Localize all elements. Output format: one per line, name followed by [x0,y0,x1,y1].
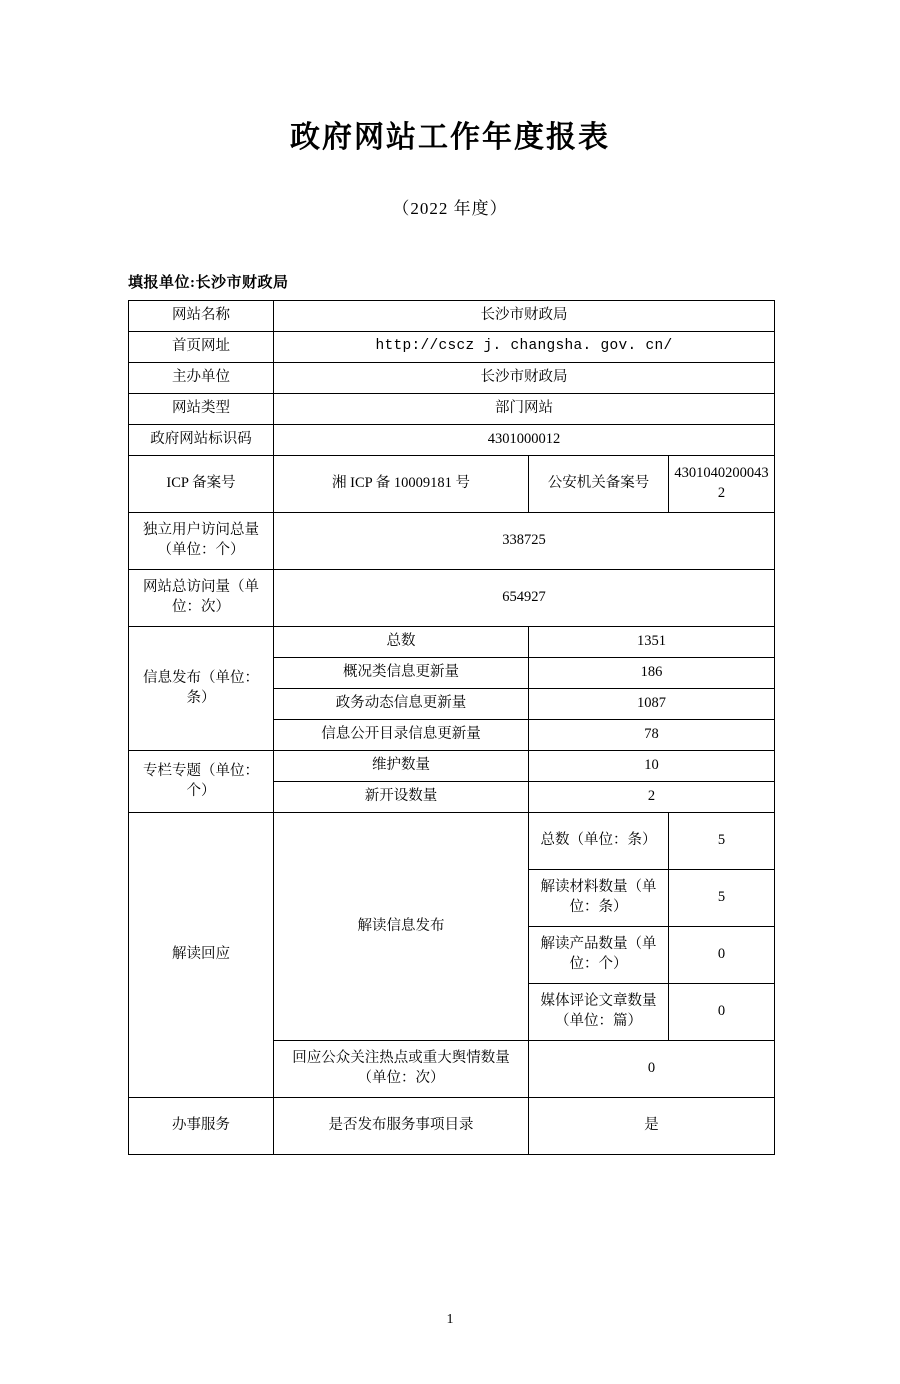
response-hotspot-label: 回应公众关注热点或重大舆情数量（单位：次） [274,1041,529,1098]
table-row [129,332,775,363]
interpret-item-name: 解读产品数量（单位：个） [529,927,669,984]
interpret-item-value: 0 [669,927,775,984]
column-topic-item-value: 2 [529,782,775,813]
unique-visitors-value: 338725 [274,513,775,570]
interpret-item-name: 媒体评论文章数量（单位：篇） [529,984,669,1041]
table-row [129,425,775,456]
site-name-value: 长沙市财政局 [274,301,775,332]
service-catalog-label: 是否发布服务事项目录 [274,1098,529,1155]
info-publish-item-value: 186 [529,658,775,689]
table-row [129,301,775,332]
column-topic-item-name: 维护数量 [274,751,529,782]
page-subtitle: （2022 年度） [392,199,508,218]
interpret-item-value: 0 [669,984,775,1041]
table-row [129,813,775,870]
site-name-label: 网站名称 [129,301,274,332]
police-record-value: 43010402000432 [669,456,775,513]
info-publish-label: 信息发布（单位：条） [129,627,274,751]
sponsor-label: 主办单位 [129,363,274,394]
police-record-label: 公安机关备案号 [529,456,669,513]
homepage-label: 首页网址 [129,332,274,363]
info-publish-item-value: 1351 [529,627,775,658]
site-id-value: 4301000012 [274,425,775,456]
info-publish-item-value: 1087 [529,689,775,720]
page-number: 1 [446,1312,454,1327]
icp-value: 湘 ICP 备 10009181 号 [274,456,529,513]
site-id-label: 政府网站标识码 [129,425,274,456]
table-row [129,1098,775,1155]
table-row [129,363,775,394]
page-title: 政府网站工作年度报表 [290,120,610,155]
site-type-label: 网站类型 [129,394,274,425]
response-hotspot-value: 0 [529,1041,775,1098]
info-publish-item-value: 78 [529,720,775,751]
column-topic-item-name: 新开设数量 [274,782,529,813]
interpret-response-label: 解读回应 [129,813,274,1098]
table-row [129,751,775,782]
interpret-item-name: 解读材料数量（单位：条） [529,870,669,927]
interpret-item-value: 5 [669,813,775,870]
total-visits-label: 网站总访问量（单位：次） [129,570,274,627]
info-publish-item-name: 信息公开目录信息更新量 [274,720,529,751]
total-visits-value: 654927 [274,570,775,627]
site-type-value: 部门网站 [274,394,775,425]
sponsor-value: 长沙市财政局 [274,363,775,394]
table-row [129,456,775,513]
annual-report-table [128,300,775,1155]
info-publish-item-name: 概况类信息更新量 [274,658,529,689]
unique-visitors-label: 独立用户访问总量（单位：个） [129,513,274,570]
service-label: 办事服务 [129,1098,274,1155]
interpret-item-value: 5 [669,870,775,927]
document-page [0,112,900,1384]
interpret-publish-label: 解读信息发布 [274,813,529,1041]
service-catalog-value: 是 [529,1098,775,1155]
icp-label: ICP 备案号 [129,456,274,513]
filler-unit-line: 填报单位:长沙市财政局 [128,275,289,291]
table-row [129,570,775,627]
column-topic-label: 专栏专题（单位：个） [129,751,274,813]
info-publish-item-name: 总数 [274,627,529,658]
info-publish-item-name: 政务动态信息更新量 [274,689,529,720]
table-row [129,627,775,658]
column-topic-item-value: 10 [529,751,775,782]
table-row [129,394,775,425]
table-row [129,513,775,570]
interpret-item-name: 总数（单位：条） [529,813,669,870]
homepage-value: http://cscz j. changsha. gov. cn/ [274,332,775,363]
